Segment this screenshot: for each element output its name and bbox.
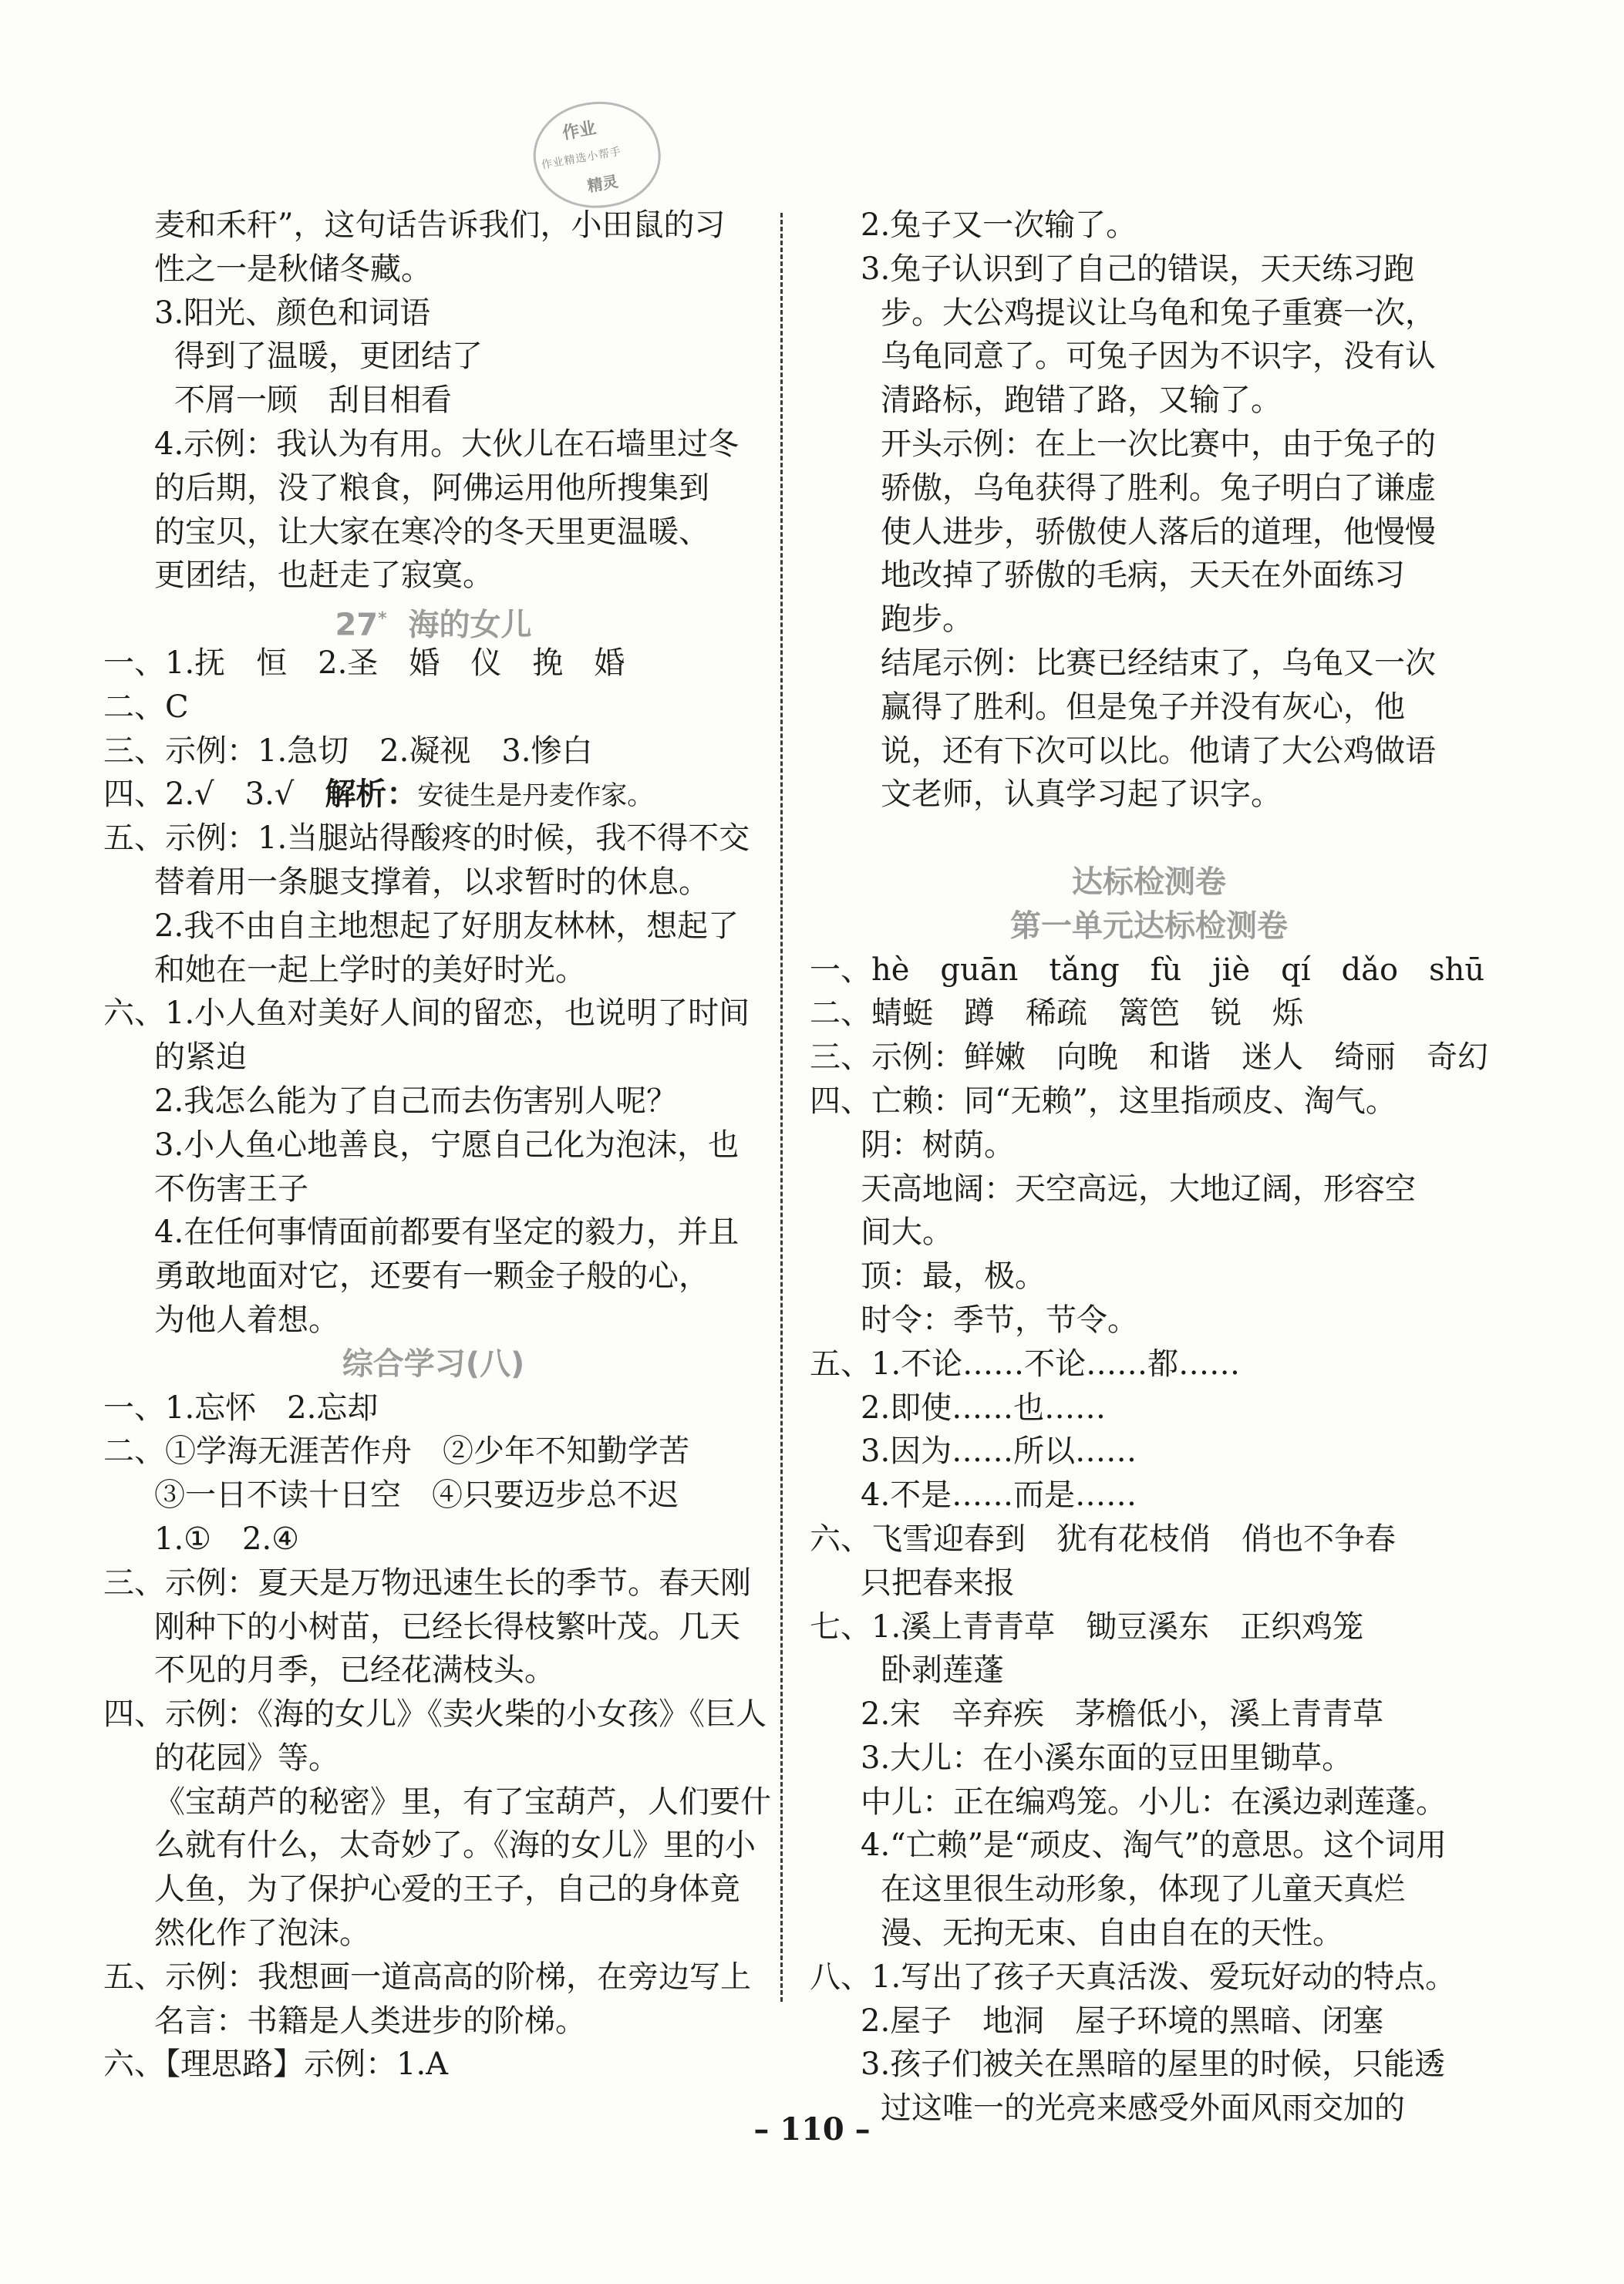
text-line: 二、①学海无涯苦作舟 ②少年不知勤学苦 xyxy=(103,1433,689,1470)
text-line: 三、示例：1.急切 2.凝视 3.惨白 xyxy=(103,733,593,769)
text-line: 3.孩子们被关在黑暗的屋里的时候，只能透 xyxy=(861,2047,1446,2083)
homework-stamp-logo xyxy=(525,92,668,218)
text-line: 3.因为……所以…… xyxy=(861,1433,1137,1470)
text-line: 1.① 2.④ xyxy=(154,1521,300,1557)
stamp-text-top: 作业 xyxy=(561,118,598,144)
text-line: 性之一是秋储冬藏。 xyxy=(154,251,432,287)
text-line: 2.屋子 地洞 屋子环境的黑暗、闭塞 xyxy=(861,2003,1384,2039)
text-line: 勇敢地面对它，还要有一颗金子般的心， xyxy=(154,1258,709,1295)
text-line: ③一日不读十日空 ④只要迈步总不迟 xyxy=(154,1477,679,1514)
text-line: 二、C xyxy=(103,689,189,725)
text-line: 四、示例：《海的女儿》《卖火柴的小女孩》《巨人 xyxy=(103,1696,767,1733)
text-line: 地改掉了骄傲的毛病，天天在外面练习 xyxy=(881,558,1405,594)
text-line: 三、示例：夏天是万物迅速生长的季节。春天刚 xyxy=(103,1565,751,1601)
lesson-star: * xyxy=(378,609,387,629)
column-divider xyxy=(780,213,783,2002)
section-heading-standard-test: 达标检测卷 xyxy=(1072,864,1226,900)
text-line: 么就有什么，太奇妙了。《海的女儿》里的小 xyxy=(154,1828,756,1864)
text-line: 3.兔子认识到了自己的错误，天天练习跑 xyxy=(861,251,1415,287)
text-line: 过这唯一的光亮来感受外面风雨交加的 xyxy=(881,2090,1405,2127)
text-line: 一、hè guān tǎng fù jiè qí dǎo shū xyxy=(810,952,1485,988)
text-line: 开头示例：在上一次比赛中，由于兔子的 xyxy=(881,426,1436,462)
text-line: 2.宋 辛弃疾 茅檐低小，溪上青青草 xyxy=(861,1696,1384,1733)
text-line: 使人进步，骄傲使人落后的道理，他慢慢 xyxy=(881,514,1436,550)
analysis-label: 解析： xyxy=(325,776,418,813)
text-line: 更团结，也赶走了寂寞。 xyxy=(154,558,494,594)
section-heading-comprehensive: 综合学习(八) xyxy=(342,1346,525,1382)
text-line: 七、1.溪上青青草 锄豆溪东 正织鸡笼 xyxy=(810,1609,1364,1645)
text-line: 4.示例：我认为有用。大伙儿在石墙里过冬 xyxy=(154,426,740,462)
text-line: 中儿：正在编鸡笼。小儿：在溪边剥莲蓬。 xyxy=(861,1784,1447,1820)
text-line-with-analysis xyxy=(103,773,763,817)
text-line: 六、【理思路】示例：1.A xyxy=(103,2047,449,2083)
text-line: 为他人着想。 xyxy=(154,1302,339,1338)
text-line: 3.阳光、颜色和词语 xyxy=(154,295,431,331)
text-line: 然化作了泡沫。 xyxy=(154,1915,370,1952)
text-line: 替着用一条腿支撑着，以求暂时的休息。 xyxy=(154,864,709,900)
text-line: 间大。 xyxy=(861,1214,953,1251)
text-line: 在这里很生动形象，体现了儿童天真烂 xyxy=(881,1871,1405,1908)
text-line: 漫、无拘无束、自由自在的天性。 xyxy=(881,1915,1343,1952)
left-column xyxy=(103,204,771,2087)
text-line: 五、示例：我想画一道高高的阶梯，在旁边写上 xyxy=(103,1959,751,1995)
text-line: 骄傲，乌龟获得了胜利。兔子明白了谦虚 xyxy=(881,470,1436,506)
text-line: 一、1.抚 恒 2.圣 婚 仪 挽 婚 xyxy=(103,645,625,681)
text-line xyxy=(810,817,1488,861)
text-line: 不伤害王子 xyxy=(154,1171,308,1207)
stamp-text-bottom: 精灵 xyxy=(585,171,620,196)
text-line: 4.在任何事情面前都要有坚定的毅力，并且 xyxy=(154,1214,740,1251)
right-column xyxy=(810,204,1488,2131)
text-line: 说，还有下次可以比。他请了大公鸡做语 xyxy=(881,733,1436,769)
text-line: 不见的月季，已经花满枝头。 xyxy=(154,1652,555,1689)
text-line: 五、示例：1.当腿站得酸疼的时候，我不得不交 xyxy=(103,820,750,857)
text-line: 的宝贝，让大家在寒冷的冬天里更温暖、 xyxy=(154,514,709,550)
text-line: 只把春来报 xyxy=(861,1565,1015,1601)
text-line: 顶：最，极。 xyxy=(861,1258,1046,1295)
text-line: 六、飞雪迎春到 犹有花枝俏 俏也不争春 xyxy=(810,1521,1396,1557)
text-line: 2.我不由自主地想起了好朋友林林，想起了 xyxy=(154,908,740,944)
text-line: 和她在一起上学时的美好时光。 xyxy=(154,952,586,988)
text-line: 4.不是……而是…… xyxy=(861,1477,1137,1514)
text-line: 赢得了胜利。但是兔子并没有灰心，他 xyxy=(881,689,1405,725)
text-line: 人鱼，为了保护心爱的王子，自己的身体竟 xyxy=(154,1871,740,1908)
text-line: 三、示例：鲜嫩 向晚 和谐 迷人 绮丽 奇幻 xyxy=(810,1039,1488,1076)
answer-text: 四、2.√ 3.√ xyxy=(103,776,325,813)
text-line: 名言：书籍是人类进步的阶梯。 xyxy=(154,2003,586,2039)
text-line: 的紧迫 xyxy=(154,1039,247,1076)
text-line: 3.大儿：在小溪东面的豆田里锄草。 xyxy=(861,1740,1353,1776)
text-line: 五、1.不论……不论……都…… xyxy=(810,1346,1241,1382)
text-line: 二、蜻蜓 蹲 稀疏 篱笆 锐 烁 xyxy=(810,995,1303,1032)
text-line: 不屑一顾 刮目相看 xyxy=(174,382,452,419)
section-heading-27 xyxy=(103,598,763,642)
page-number: – 110 – xyxy=(753,2111,871,2148)
text-line: 六、1.小人鱼对美好人间的留恋，也说明了时间 xyxy=(103,995,750,1032)
text-line: 3.小人鱼心地善良，宁愿自己化为泡沫，也 xyxy=(154,1127,740,1163)
text-line: 时令：季节，节令。 xyxy=(861,1302,1138,1338)
text-line: 卧剥莲蓬 xyxy=(881,1652,1004,1689)
text-line: 文老师，认真学习起了识字。 xyxy=(881,776,1282,813)
text-line: 《宝葫芦的秘密》里，有了宝葫芦，人们要什 xyxy=(154,1784,771,1820)
lesson-title: 海的女儿 xyxy=(408,607,532,643)
text-line: 八、1.写出了孩子天真活泼、爱玩好动的特点。 xyxy=(810,1959,1457,1995)
text-line: 清路标，跑错了路，又输了。 xyxy=(881,382,1282,419)
text-line: 2.兔子又一次输了。 xyxy=(861,207,1137,243)
text-line: 天高地阔：天空高远，大地辽阔，形容空 xyxy=(861,1171,1416,1207)
lesson-number: 27 xyxy=(335,607,379,643)
text-line: 刚种下的小树苗，已经长得枝繁叶茂。几天 xyxy=(154,1609,740,1645)
text-line: 2.我怎么能为了自己而去伤害别人呢？ xyxy=(154,1083,678,1119)
text-line: 步。大公鸡提议让乌龟和兔子重赛一次， xyxy=(881,295,1436,331)
text-line: 2.即使……也…… xyxy=(861,1390,1107,1426)
text-line: 4.“亡赖”是“顽皮、淘气”的意思。这个词用 xyxy=(861,1828,1447,1864)
text-line: 麦和禾秆”，这句话告诉我们，小田鼠的习 xyxy=(154,207,726,243)
text-line: 四、亡赖：同“无赖”，这里指顽皮、淘气。 xyxy=(810,1083,1397,1119)
text-line: 跑步。 xyxy=(881,601,973,638)
text-line: 得到了温暖，更团结了 xyxy=(174,339,483,375)
section-heading-unit-one: 第一单元达标检测卷 xyxy=(1010,908,1288,944)
text-line: 阴：树荫。 xyxy=(861,1127,1015,1163)
text-line: 的后期，没了粮食，阿佛运用他所搜集到 xyxy=(154,470,709,506)
text-line: 一、1.忘怀 2.忘却 xyxy=(103,1390,379,1426)
text-line: 的花园》等。 xyxy=(154,1740,339,1776)
analysis-text: 安徒生是丹麦作家。 xyxy=(417,780,654,812)
stamp-text-middle: 作业精选小帮手 xyxy=(540,145,623,172)
text-line: 结尾示例：比赛已经结束了，乌龟又一次 xyxy=(881,645,1436,681)
text-line: 乌龟同意了。可兔子因为不识字，没有认 xyxy=(881,339,1436,375)
